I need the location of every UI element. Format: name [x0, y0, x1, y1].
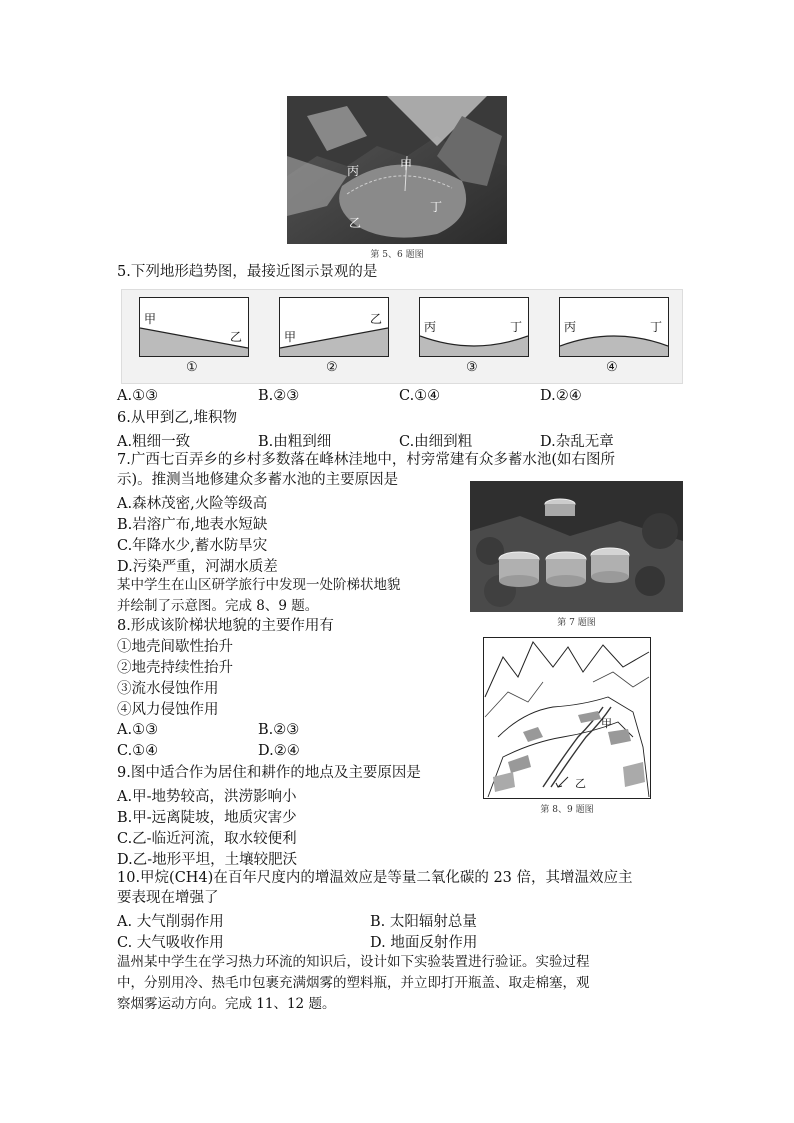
q9-option-d[interactable]: D.乙-地形平坦，土壤较肥沃: [117, 852, 298, 868]
q10-option-b[interactable]: B. 太阳辐射总量: [370, 914, 477, 930]
q7-option-b[interactable]: B.岩溶广布,地表水短缺: [117, 517, 268, 533]
q7-option-c[interactable]: C.年降水少,蓄水防旱灾: [117, 538, 268, 554]
panel-2: [279, 297, 389, 357]
panel-3: [419, 297, 529, 357]
q5-option-a[interactable]: A.①③: [117, 388, 159, 404]
q10-stem-line1: 10.甲烷(CH4)在百年尺度内的增温效应是等量二氧化碳的 23 倍，其增温效应主: [117, 870, 633, 886]
q5-stem: 5.下列地形趋势图，最接近图示景观的是: [117, 264, 378, 280]
q5-option-b[interactable]: B.②③: [258, 388, 300, 404]
q8-item-1: ①地壳间歇性抬升: [117, 639, 233, 655]
panel-2-right: 乙: [370, 312, 383, 326]
panel-4-number: ④: [606, 360, 618, 375]
q7-stem-line2: 示)。推测当地修建众多蓄水池的主要原因是: [117, 472, 399, 488]
q9-option-a[interactable]: A.甲-地势较高，洪涝影响小: [117, 789, 297, 805]
terrace-sketch: [483, 637, 651, 799]
q8-stem: 8.形成该阶梯状地貌的主要作用有: [117, 618, 334, 634]
q8-item-3: ③流水侵蚀作用: [117, 681, 219, 697]
figure-7: [470, 481, 683, 629]
reservoir-photo: [470, 481, 683, 612]
intro-8-9-line1: 某中学生在山区研学旅行中发现一处阶梯状地貌: [117, 577, 401, 593]
q10-option-c[interactable]: C. 大气吸收作用: [117, 935, 224, 951]
q8-option-d[interactable]: D.②④: [258, 743, 300, 759]
q8-item-2: ②地壳持续性抬升: [117, 660, 233, 676]
panel-1-number: ①: [186, 360, 198, 375]
q6-option-b[interactable]: B.由粗到细: [258, 434, 332, 450]
q7-option-a[interactable]: A.森林茂密,火险等级高: [117, 496, 268, 512]
panel-2-number: ②: [326, 360, 338, 375]
figure-8-9: [483, 637, 651, 817]
label-yi: 乙: [349, 216, 362, 230]
q10-stem-line2: 要表现在增强了: [117, 890, 219, 906]
intro-11-12-line1: 温州某中学生在学习热力环流的知识后，设计如下实验装置进行验证。实验过程: [117, 954, 590, 970]
figure-5-6: [287, 96, 507, 260]
label-ding: 丁: [430, 200, 443, 214]
q6-stem: 6.从甲到乙,堆积物: [117, 410, 237, 426]
q9-option-b[interactable]: B.甲-远离陡坡，地质灾害少: [117, 810, 297, 826]
q6-option-d[interactable]: D.杂乱无章: [540, 434, 614, 450]
panel-4-right: 丁: [650, 320, 663, 334]
intro-11-12-line2: 中，分别用冷、热毛巾包裹充满烟雾的塑料瓶，并立即打开瓶盖、取走棉塞，观: [117, 975, 590, 991]
q5-terrain-panels: [121, 289, 683, 384]
q9-option-c[interactable]: C.乙-临近河流，取水较便利: [117, 831, 297, 847]
label-jia: 甲: [400, 158, 413, 172]
q5-option-c[interactable]: C.①④: [399, 388, 441, 404]
figure-5-6-caption: 第 5、6 题图: [370, 250, 424, 260]
q10-option-d[interactable]: D. 地面反射作用: [370, 935, 478, 951]
panel-1-left: 甲: [144, 312, 157, 326]
figure-7-caption: 第 7 题图: [557, 618, 596, 628]
label-bing: 丙: [347, 164, 360, 178]
panel-4-left: 丙: [564, 320, 577, 334]
q6-option-c[interactable]: C.由细到粗: [399, 434, 473, 450]
q10-option-a[interactable]: A. 大气削弱作用: [117, 914, 224, 930]
label-yi-fig89: 乙: [575, 777, 586, 790]
panel-1-right: 乙: [230, 330, 243, 344]
panel-4: [559, 297, 669, 357]
intro-11-12-line3: 察烟雾运动方向。完成 11、12 题。: [117, 996, 336, 1012]
figure-8-9-caption: 第 8、9 题图: [540, 805, 594, 815]
label-jia-fig89: 甲: [601, 717, 612, 730]
q8-option-c[interactable]: C.①④: [117, 743, 159, 759]
q7-option-d[interactable]: D.污染严重，河湖水质差: [117, 559, 278, 575]
alluvial-fan-photo: [287, 96, 507, 244]
panel-2-left: 甲: [284, 330, 297, 344]
panel-3-number: ③: [466, 360, 478, 375]
q8-option-b[interactable]: B.②③: [258, 722, 300, 738]
q8-option-a[interactable]: A.①③: [117, 722, 159, 738]
intro-8-9-line2: 并绘制了示意图。完成 8、9 题。: [117, 598, 319, 614]
q8-item-4: ④风力侵蚀作用: [117, 702, 219, 718]
q9-stem: 9.图中适合作为居住和耕作的地点及主要原因是: [117, 765, 421, 781]
q7-stem-line1: 7.广西七百弄乡的乡村多数落在峰林洼地中，村旁常建有众多蓄水池(如右图所: [117, 452, 615, 468]
panel-1: [139, 297, 249, 357]
q5-option-d[interactable]: D.②④: [540, 388, 582, 404]
panel-3-right: 丁: [510, 320, 523, 334]
panel-3-left: 丙: [424, 320, 437, 334]
q6-option-a[interactable]: A.粗细一致: [117, 434, 191, 450]
